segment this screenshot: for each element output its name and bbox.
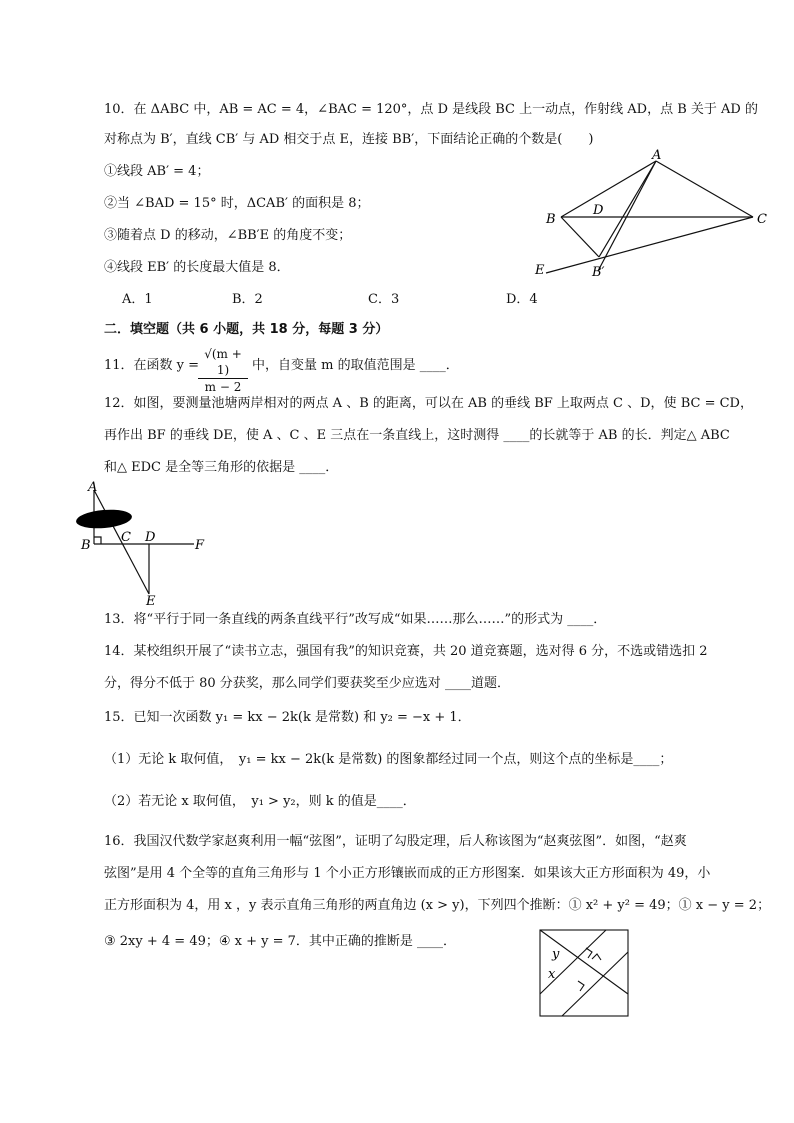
q12-line-2: 再作出 BF 的垂线 DE，使 A 、C 、E 三点在一条直线上，这时测得 ____的长就等于 AB 的长．判定△ ABC (104, 428, 730, 443)
q10-label-e: E (535, 263, 545, 278)
q10-label-b: B (546, 212, 556, 227)
q10-item-2: ②当 ∠BAD = 15° 时，ΔCAB′ 的面积是 8； (104, 196, 370, 211)
q12-label-d: D (145, 530, 156, 545)
q12-pond-figure (66, 476, 216, 612)
q10-item-1: ①线段 AB′ = 4； (104, 164, 210, 179)
q16-zhao-shuang-figure (536, 926, 636, 1024)
q10-option-a: A．1 (122, 292, 153, 307)
q16-label-y: y (552, 947, 560, 962)
q15-line-1: 15．已知一次函数 y₁ = kx − 2k(k 是常数) 和 y₂ = −x + 1． (104, 710, 471, 725)
q12-label-b: B (81, 538, 91, 553)
q16-label-x: x (548, 967, 556, 982)
q11-fraction (198, 346, 248, 395)
q10-option-d: D．4 (506, 292, 538, 307)
q16-line-4: ③ 2xy + 4 = 49；④ x + y = 7．其中正确的推断是 ____． (104, 934, 457, 949)
q10-option-b: B．2 (232, 292, 263, 307)
q16-line-1: 16．我国汉代数学家赵爽利用一幅“弦图”，证明了勾股定理，后人称该图为“赵爽弦图”．如图，“赵爽 (104, 834, 687, 849)
q10-label-d: D (593, 203, 604, 218)
q15-part-2: （2）若无论 x 取何值， y₁ > y₂，则 k 的值是____． (104, 794, 416, 809)
q10-item-3: ③随着点 D 的移动，∠BB′E 的角度不变； (104, 228, 352, 243)
q12-label-c: C (121, 530, 131, 545)
section-2-heading: 二．填空题（共 6 小题，共 18 分，每题 3 分） (104, 322, 389, 337)
q14-line-2: 分，得分不低于 80 分获奖，那么同学们要获奖至少应选对 ____道题． (104, 676, 510, 691)
q13-line-1: 13．将“平行于同一条直线的两条直线平行”改写成“如果……那么……”的形式为 ____． (104, 612, 607, 627)
q10-label-a: A (652, 148, 662, 163)
q10-label-c: C (757, 212, 767, 227)
q10-line-1: 10．在 ΔABC 中，AB = AC = 4，∠BAC = 120°，点 D 是线段 BC 上一动点，作射线 AD，点 B 关于 AD 的 (104, 102, 758, 117)
q10-option-c: C．3 (368, 292, 400, 307)
pond-shape (75, 508, 132, 531)
q11-prefix: 11．在函数 y = (104, 358, 200, 373)
q15-part-1: （1）无论 k 取何值， y₁ = kx − 2k(k 是常数) 的图象都经过同一个点，则这个点的坐标是____； (104, 752, 673, 767)
q12-label-f: F (195, 538, 205, 553)
q16-line-2: 弦图”是用 4 个全等的直角三角形与 1 个小正方形镶嵌而成的正方形图案．如果该大正方形面积为 49，小 (104, 866, 711, 881)
q10-label-bprime: B′ (592, 265, 605, 280)
q12-line-3: 和△ EDC 是全等三角形的依据是 ____． (104, 460, 339, 475)
q10-line-2: 对称点为 B′，直线 CB′ 与 AD 相交于点 E，连接 BB′，下面结论正确的个数是( ) (104, 132, 594, 147)
q16-line-3: 正方形面积为 4，用 x ，y 表示直角三角形的两直角边 (x > y)，下列四个推断：① x² + y² = 49；① x − y = 2； (104, 898, 771, 913)
q11-denominator: m − 2 (204, 380, 242, 394)
q11-numerator: √(m + 1) (198, 346, 248, 379)
q11-suffix: 中，自变量 m 的取值范围是 ____． (252, 358, 459, 373)
q12-label-a: A (88, 480, 98, 495)
q14-line-1: 14．某校组织开展了“读书立志，强国有我”的知识竞赛，共 20 道竞赛题，选对得 6 分，不选或错选扣 2 (104, 644, 708, 659)
q10-triangle-figure (528, 145, 778, 289)
q10-item-4: ④线段 EB′ 的长度最大值是 8． (104, 260, 290, 275)
q12-label-e: E (146, 594, 156, 608)
q12-line-1: 12．如图，要测量池塘两岸相对的两点 A 、B 的距离，可以在 AB 的垂线 BF 上取两点 C 、D，使 BC = CD， (104, 396, 753, 411)
